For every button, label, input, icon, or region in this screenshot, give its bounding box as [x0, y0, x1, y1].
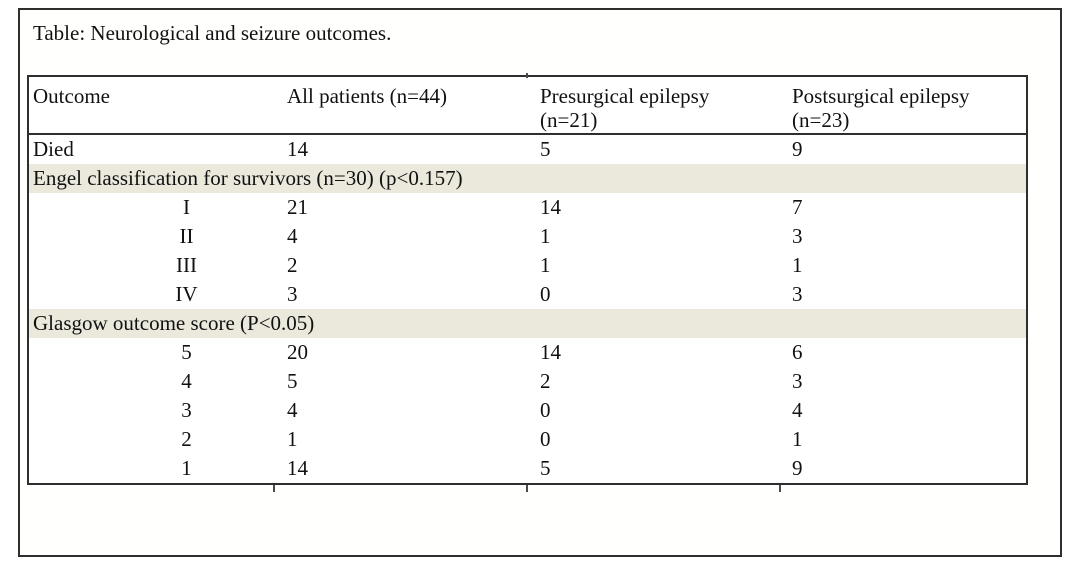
column-tick	[273, 485, 275, 492]
cell-outcome: 4	[181, 369, 192, 393]
cell-outcome: 3	[181, 398, 192, 422]
cell-all-patients: 5	[287, 369, 298, 393]
cell-presurgical: 1	[540, 253, 551, 277]
cell-presurgical: 1	[540, 224, 551, 248]
column-header-line: Presurgical epilepsy	[540, 84, 710, 108]
cell-all-patients: 1	[287, 427, 298, 451]
table-row	[29, 425, 1026, 454]
table-row	[29, 222, 1026, 251]
cell-postsurgical: 4	[792, 398, 803, 422]
cell-all-patients: 14	[287, 137, 308, 161]
table-header-row	[29, 77, 1026, 135]
cell-presurgical: 2	[540, 369, 551, 393]
table-body	[29, 135, 1026, 483]
cell-presurgical: 14	[540, 195, 561, 219]
table-row	[29, 454, 1026, 483]
column-header-line: Postsurgical epilepsy	[792, 84, 970, 108]
column-header-outcome	[29, 77, 272, 133]
cell-outcome: 1	[181, 456, 192, 480]
column-tick	[526, 73, 528, 78]
cell-postsurgical: 9	[792, 456, 803, 480]
figure-frame	[18, 8, 1062, 557]
table-caption: Table: Neurological and seizure outcomes.	[33, 21, 392, 45]
cell-outcome: Died	[33, 137, 74, 161]
cell-postsurgical: 3	[792, 224, 803, 248]
cell-all-patients: 21	[287, 195, 308, 219]
table-row	[29, 338, 1026, 367]
cell-postsurgical: 7	[792, 195, 803, 219]
cell-outcome: I	[183, 195, 190, 219]
cell-outcome: III	[176, 253, 197, 277]
cell-postsurgical: 3	[792, 369, 803, 393]
cell-postsurgical: 3	[792, 282, 803, 306]
cell-presurgical: 0	[540, 427, 551, 451]
column-header-line: (n=21)	[540, 108, 598, 132]
cell-all-patients: 4	[287, 224, 298, 248]
cell-presurgical: 14	[540, 340, 561, 364]
cell-presurgical: 0	[540, 282, 551, 306]
cell-outcome: II	[179, 224, 194, 248]
cell-all-patients: 14	[287, 456, 308, 480]
table-row	[29, 193, 1026, 222]
column-header-postsurgical	[778, 77, 1026, 133]
table-row	[29, 280, 1026, 309]
cell-postsurgical: 1	[792, 253, 803, 277]
table-row	[29, 135, 1026, 164]
table-row	[29, 396, 1026, 425]
cell-all-patients: 20	[287, 340, 308, 364]
cell-outcome: 2	[181, 427, 192, 451]
section-header-row: Engel classification for survivors (n=30) (p<0.157)	[29, 164, 1026, 193]
cell-outcome: 5	[181, 340, 192, 364]
cell-all-patients: 4	[287, 398, 298, 422]
section-header-row: Glasgow outcome score (P<0.05)	[29, 309, 1026, 338]
cell-presurgical: 0	[540, 398, 551, 422]
column-header-line: All patients (n=44)	[287, 84, 447, 108]
column-header-line: (n=23)	[792, 108, 850, 132]
column-header-presurgical	[525, 77, 778, 133]
column-header-all-patients	[272, 77, 525, 133]
cell-postsurgical: 1	[792, 427, 803, 451]
column-tick	[526, 485, 528, 492]
column-tick	[779, 485, 781, 492]
outcomes-table	[27, 75, 1028, 485]
cell-presurgical: 5	[540, 456, 551, 480]
cell-presurgical: 5	[540, 137, 551, 161]
column-header-line: Outcome	[33, 84, 110, 108]
cell-all-patients: 3	[287, 282, 298, 306]
table-row	[29, 251, 1026, 280]
cell-postsurgical: 9	[792, 137, 803, 161]
cell-all-patients: 2	[287, 253, 298, 277]
cell-postsurgical: 6	[792, 340, 803, 364]
table-row	[29, 367, 1026, 396]
cell-outcome: IV	[175, 282, 198, 306]
